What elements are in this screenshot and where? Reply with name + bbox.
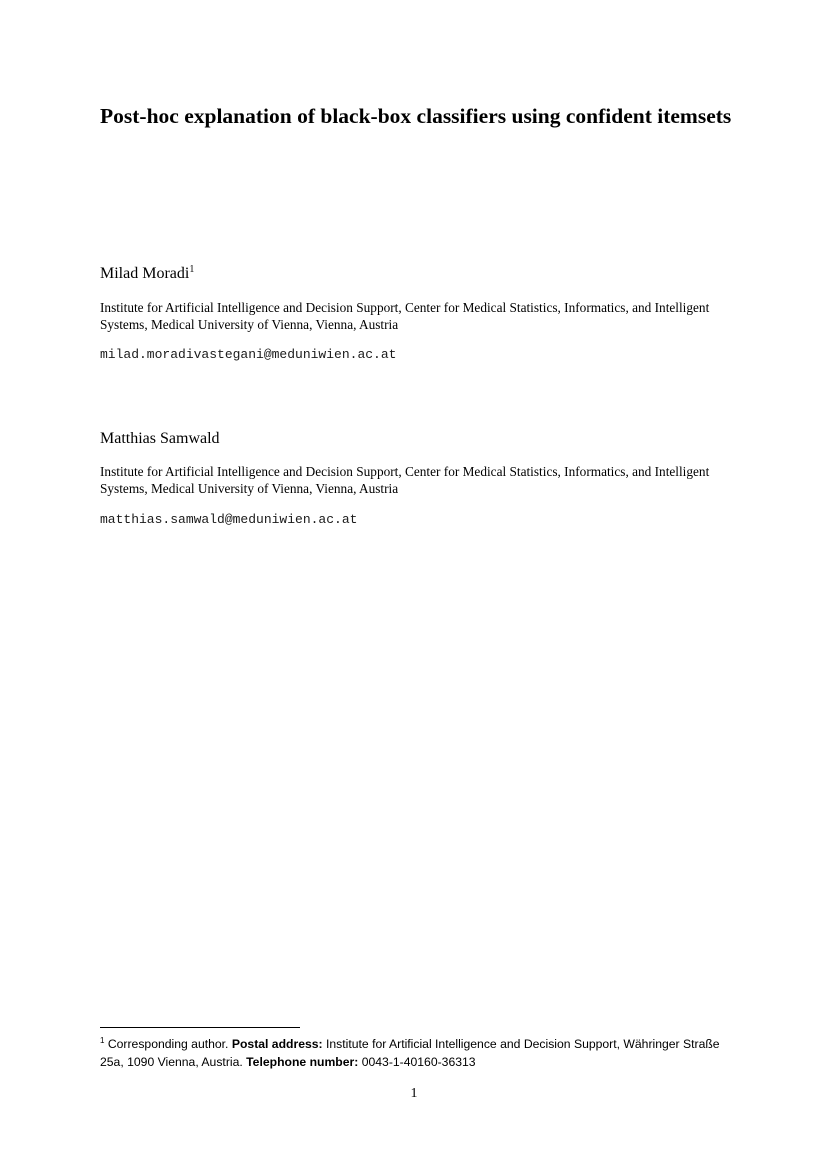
author-1-footnote-mark: 1 <box>189 264 195 275</box>
page-number: 1 <box>410 1086 418 1101</box>
author-1-name-text: Milad Moradi <box>100 265 190 282</box>
footnote-phone-label: Telephone number: <box>246 1055 359 1069</box>
footnote-postal-text: Institute for Artificial Intelligence and Decision Support, Währinger Straße 25a, 1090 Vienna, Austria. <box>100 1037 720 1069</box>
author-2-email[interactable]: matthias.samwald@meduniwien.ac.at <box>100 512 358 527</box>
footnote <box>100 1035 730 1071</box>
paper-title: Post-hoc explanation of black-box classifiers using confident itemsets <box>100 104 732 128</box>
footnote-postal-label: Postal address: <box>231 1037 323 1051</box>
author-1-email[interactable]: milad.moradivastegani@meduniwien.ac.at <box>100 347 397 362</box>
author-2-affiliation: Institute for Artificial Intelligence and Decision Support, Center for Medical Statistics, Informatics, and Intelligent Systems, Medical University of Vienna, Vienna, Austria <box>100 464 710 496</box>
footnote-mark: 1 <box>100 1036 105 1045</box>
author-1-affiliation: Institute for Artificial Intelligence and Decision Support, Center for Medical Statistics, Informatics, and Intelligent Systems, Medical University of Vienna, Vienna, Austria <box>100 300 710 332</box>
author-name-1 <box>100 264 194 284</box>
author-name-2 <box>100 429 220 449</box>
footnote-divider <box>100 1027 300 1028</box>
footnote-lead: Corresponding author. <box>107 1037 229 1051</box>
author-2-name-text: Matthias Samwald <box>100 430 220 447</box>
footnote-phone-text: 0043-1-40160-36313 <box>361 1055 476 1069</box>
